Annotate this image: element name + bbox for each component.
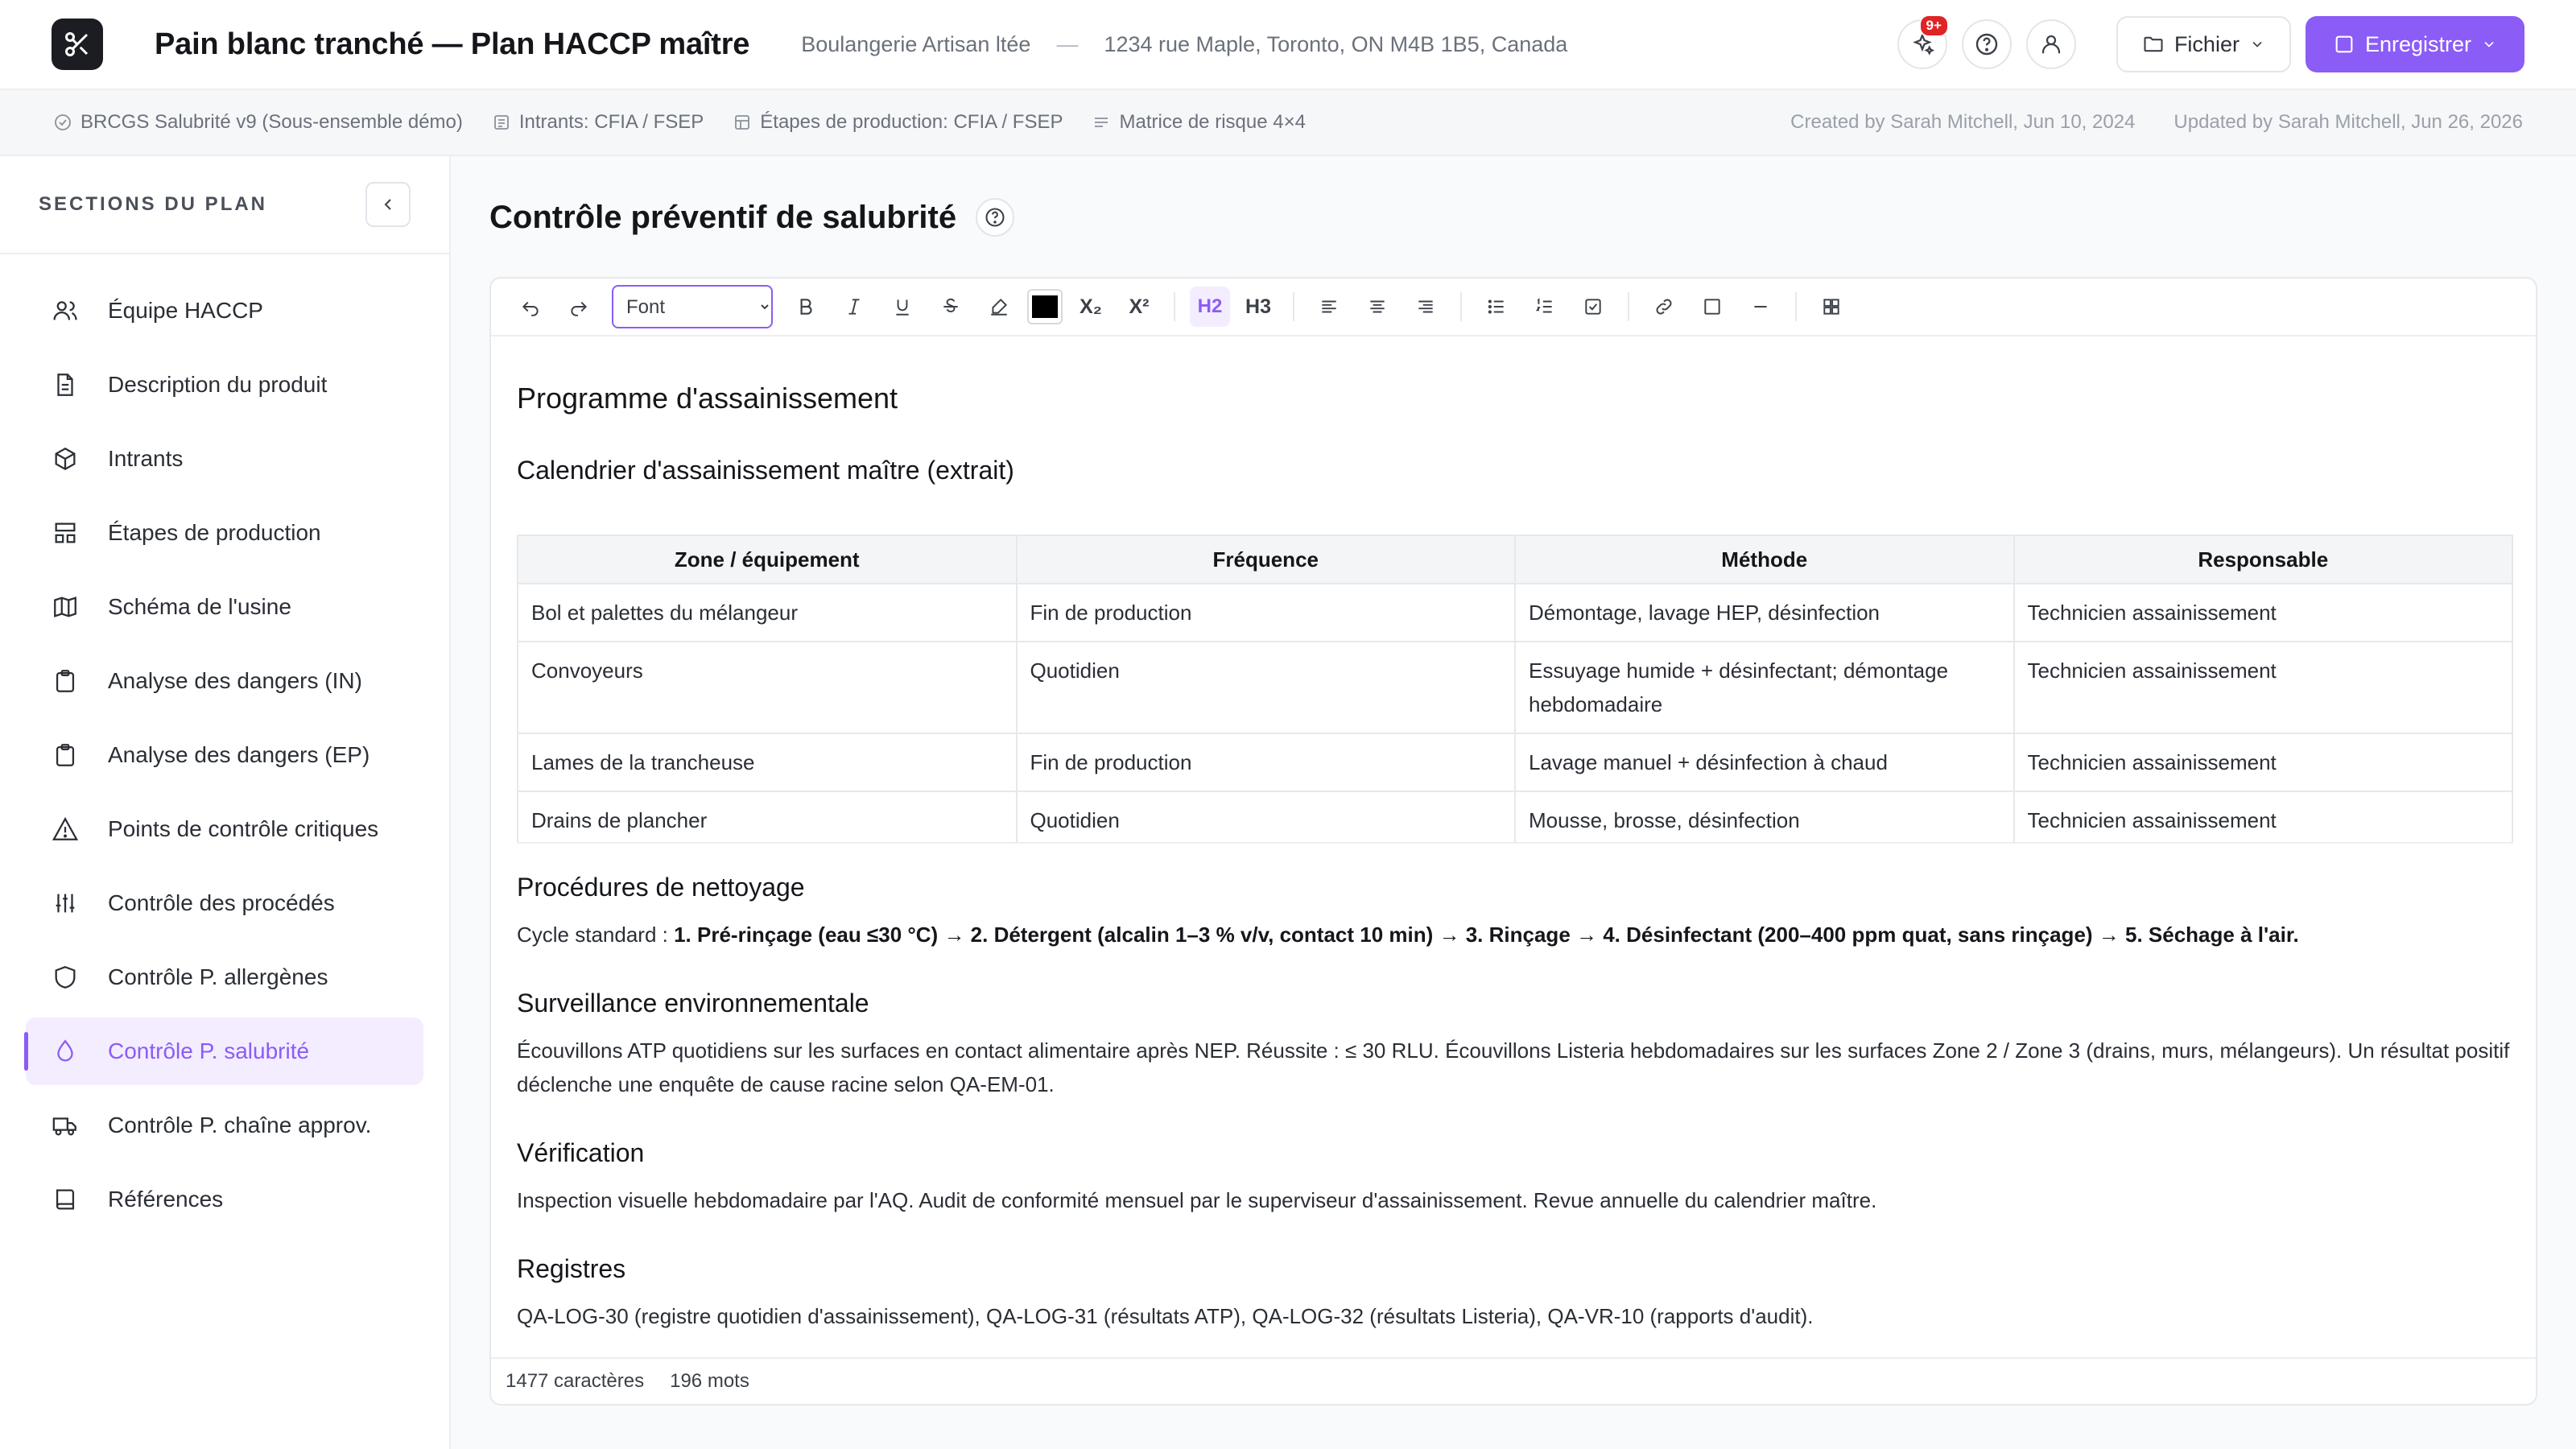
section-help-button[interactable] [976, 198, 1014, 237]
table-header-cell: Zone / équipement [518, 535, 1017, 584]
sidebar-item-label: Analyse des dangers (EP) [108, 742, 370, 767]
save-button[interactable] [2306, 16, 2524, 72]
toolbar-divider [1795, 292, 1797, 321]
doc-heading-verification: Vérification [517, 1138, 645, 1167]
sidebar-nav [0, 254, 449, 1233]
underline-button[interactable] [882, 287, 923, 327]
table-header-cell: Méthode [1515, 535, 2014, 584]
records-text: QA-LOG-30 (registre quotidien d'assainissement), QA-LOG-31 (résultats ATP), QA-LOG-32 (résultats Listeria), QA-VR-10 (rapports d'audit). [517, 1304, 1814, 1328]
strikethrough-button[interactable] [931, 287, 971, 327]
align-right-icon [1415, 296, 1436, 317]
table-row [518, 733, 2512, 791]
redo-icon [568, 296, 589, 317]
toolbar-divider [1293, 292, 1294, 321]
shield-icon [50, 962, 80, 993]
warning-icon [50, 814, 80, 844]
horizontal-rule-button[interactable] [1740, 287, 1781, 327]
table-cell: Mousse, brosse, désinfection [1515, 791, 2014, 844]
help-button[interactable] [1962, 19, 2012, 69]
standard-chip [53, 111, 463, 134]
table-cell: Technicien assainissement [2014, 642, 2513, 733]
plan-sections-sidebar [0, 156, 451, 1449]
doc-heading-env-monitoring: Surveillance environnementale [517, 989, 869, 1018]
h3-label: H3 [1245, 295, 1271, 318]
link-icon [1653, 296, 1674, 317]
color-fill [1032, 295, 1058, 318]
chevron-down-icon [2481, 36, 2497, 52]
env-monitoring-text: Écouvillons ATP quotidiens sur les surfaces en contact alimentaire après NEP. Réussite : ≤ 30 RLU. Écouvillons Listeria hebdomadaires sur les surfaces Zone 2 / Zone 3 (drains, murs, mélangeurs). Un résultat positif déclenche une enquête de cause racine selon QA-EM-01. [517, 1038, 2510, 1096]
sidebar-item-label: Équipe HACCP [108, 298, 263, 323]
grid-icon [1821, 296, 1842, 317]
matrix-label: Matrice de risque 4×4 [1119, 111, 1306, 133]
editor-toolbar [491, 279, 2536, 336]
sidebar-header [0, 156, 449, 254]
organization-address: 1234 rue Maple, Toronto, ON M4B 1B5, Canada [1104, 31, 1568, 56]
superscript-label: X² [1129, 295, 1150, 318]
superscript-button[interactable] [1119, 287, 1159, 327]
sidebar-item-critical-control-points[interactable] [26, 795, 423, 863]
sidebar-item-label: Intrants [108, 446, 184, 471]
doc-heading-records: Registres [517, 1254, 626, 1283]
toolbar-divider [1174, 292, 1175, 321]
align-left-button[interactable] [1309, 287, 1349, 327]
sidebar-item-label: Contrôle des procédés [108, 890, 335, 915]
plan-meta-bar [0, 90, 2576, 156]
heading3-button[interactable] [1238, 287, 1278, 327]
app-header [0, 0, 2576, 90]
underline-icon [892, 296, 913, 317]
sidebar-item-haccp-team[interactable] [26, 277, 423, 345]
sidebar-item-production-steps[interactable] [26, 499, 423, 567]
table-cell: Démontage, lavage HEP, désinfection [1515, 584, 2014, 642]
cleaning-procedure-text [517, 918, 2510, 952]
save-label: Enregistrer [2364, 31, 2471, 56]
logo-icon [63, 30, 92, 59]
italic-button[interactable] [834, 287, 874, 327]
sidebar-item-label: Schéma de l'usine [108, 594, 291, 619]
book-icon [50, 1184, 80, 1215]
table-cell: Fin de production [1017, 733, 1516, 791]
map-icon [50, 592, 80, 622]
inputs-chip [492, 111, 704, 134]
toolbar-divider [1460, 292, 1462, 321]
table-header-row [518, 535, 2512, 584]
sidebar-item-supply-chain-control[interactable] [26, 1092, 423, 1159]
created-info: Created by Sarah Mitchell, Jun 10, 2024 [1790, 111, 2136, 133]
sidebar-item-label: Références [108, 1187, 224, 1212]
sidebar-item-plant-schema[interactable] [26, 573, 423, 641]
clipboard-icon [50, 666, 80, 696]
list-icon [492, 113, 511, 132]
sidebar-item-hazard-analysis-ep[interactable] [26, 721, 423, 789]
file-menu-label: Fichier [2174, 31, 2240, 56]
table-cell: Technicien assainissement [2014, 791, 2513, 844]
doc-heading-schedule: Calendrier d'assainissement maître (extrait) [517, 456, 1014, 485]
audit-info [1790, 111, 2523, 134]
grid-icon [733, 113, 752, 132]
steps-icon [50, 518, 80, 548]
table-header-cell: Fréquence [1017, 535, 1516, 584]
users-icon [50, 295, 80, 326]
checkbox-icon [1583, 296, 1604, 317]
truck-icon [50, 1110, 80, 1141]
subscript-label: X₂ [1080, 295, 1102, 318]
character-count: 1477 caractères [506, 1370, 645, 1392]
steps-chip [733, 111, 1063, 134]
sidebar-item-hazard-analysis-in[interactable] [26, 647, 423, 715]
sidebar-item-allergen-control[interactable] [26, 943, 423, 1011]
collapse-sidebar-button[interactable] [365, 182, 411, 227]
text-color-swatch[interactable] [1027, 289, 1063, 324]
sidebar-item-inputs[interactable] [26, 425, 423, 493]
table-cell: Fin de production [1017, 584, 1516, 642]
header-separator: — [1056, 31, 1079, 56]
help-circle-icon [1974, 31, 2000, 57]
cleaning-prefix: Cycle standard : [517, 923, 675, 947]
frame-button[interactable] [1692, 287, 1732, 327]
table-cell: Quotidien [1017, 642, 1516, 733]
inputs-label: Intrants: CFIA / FSEP [518, 111, 704, 133]
bullet-list-button[interactable] [1476, 287, 1517, 327]
updated-info: Updated by Sarah Mitchell, Jun 26, 2026 [2174, 111, 2523, 133]
table-cell: Drains de plancher [518, 791, 1017, 844]
clipboard-icon [50, 740, 80, 770]
highlighter-icon [989, 296, 1009, 317]
checklist-button[interactable] [1573, 287, 1613, 327]
table-cell: Lames de la trancheuse [518, 733, 1017, 791]
strikethrough-icon [940, 296, 961, 317]
editor-content[interactable] [517, 336, 2510, 1335]
table-row [518, 642, 2512, 733]
box-icon [50, 444, 80, 474]
table-row [518, 584, 2512, 642]
doc-heading-cleaning: Procédures de nettoyage [517, 873, 805, 902]
sidebar-item-product-description[interactable] [26, 351, 423, 419]
sidebar-item-sanitation-control[interactable] [26, 1018, 423, 1085]
heading2-button[interactable] [1190, 287, 1230, 327]
page-title-text: Contrôle préventif de salubrité [489, 199, 957, 235]
folder-icon [2142, 33, 2165, 56]
h2-label: H2 [1197, 295, 1223, 317]
standard-label: BRCGS Salubrité v9 (Sous-ensemble démo) [80, 111, 463, 133]
save-icon [2333, 33, 2355, 56]
link-button[interactable] [1644, 287, 1684, 327]
bold-icon [795, 296, 816, 317]
organization-name: Boulangerie Artisan ltée [801, 31, 1031, 56]
matrix-chip [1092, 111, 1305, 134]
table-cell: Quotidien [1017, 791, 1516, 844]
align-center-icon [1367, 296, 1388, 317]
steps-label: Étapes de production: CFIA / FSEP [760, 111, 1063, 133]
table-cell: Technicien assainissement [2014, 584, 2513, 642]
verification-text: Inspection visuelle hebdomadaire par l'AQ. Audit de conformité mensuel par le superviseur d'assainissement. Revue annuelle du calendrier maître. [517, 1188, 1877, 1212]
user-icon [2039, 32, 2063, 56]
redo-button[interactable] [559, 287, 599, 327]
square-icon [1702, 296, 1723, 317]
minus-icon [1750, 296, 1771, 317]
sanitation-schedule-table [517, 535, 2513, 844]
sidebar-item-label: Contrôle P. salubrité [108, 1038, 310, 1063]
sliders-icon [50, 888, 80, 919]
droplet-icon [50, 1036, 80, 1067]
page-title [489, 198, 1014, 237]
table-cell: Bol et palettes du mélangeur [518, 584, 1017, 642]
highlight-button[interactable] [979, 287, 1019, 327]
table-cell: Convoyeurs [518, 642, 1017, 733]
sidebar-item-label: Contrôle P. allergènes [108, 964, 328, 989]
help-circle-icon [984, 206, 1006, 229]
sidebar-item-references[interactable] [26, 1166, 423, 1233]
italic-icon [844, 296, 865, 317]
notification-badge: 9+ [1919, 14, 1949, 37]
sidebar-item-label: Contrôle P. chaîne approv. [108, 1113, 372, 1137]
sidebar-item-label: Description du produit [108, 372, 328, 397]
table-header-cell: Responsable [2014, 535, 2513, 584]
chevron-down-icon [2249, 36, 2265, 52]
document-icon [50, 369, 80, 400]
file-menu-button[interactable] [2116, 16, 2291, 72]
editor-status-bar [491, 1357, 2536, 1404]
check-circle-icon [53, 113, 72, 132]
numbered-list-button[interactable] [1525, 287, 1565, 327]
table-row [518, 791, 2512, 844]
table-cell: Lavage manuel + désinfection à chaud [1515, 733, 2014, 791]
sidebar-item-label: Points de contrôle critiques [108, 816, 379, 841]
doc-heading-sanitation-program: Programme d'assainissement [517, 382, 898, 415]
chevron-left-icon [378, 195, 398, 214]
sidebar-item-label: Analyse des dangers (IN) [108, 668, 362, 693]
table-cell: Essuyage humide + désinfectant; démontage hebdomadaire [1515, 642, 2014, 733]
sidebar-item-process-control[interactable] [26, 869, 423, 937]
insert-table-button[interactable] [1811, 287, 1852, 327]
align-center-button[interactable] [1357, 287, 1397, 327]
undo-button[interactable] [510, 287, 551, 327]
subscript-button[interactable] [1071, 287, 1111, 327]
word-count: 196 mots [670, 1370, 749, 1392]
cleaning-steps: 1. Pré-rinçage (eau ≤30 °C) → 2. Détergent (alcalin 1–3 % v/v, contact 10 min) → 3. Rinçage → 4. Désinfectant (200–400 ppm quat, sans rinçage) → 5. Séchage à l'air. [674, 923, 2299, 947]
sidebar-title: SECTIONS DU PLAN [39, 193, 268, 215]
sidebar-item-label: Étapes de production [108, 520, 321, 545]
bullet-list-icon [1486, 296, 1507, 317]
align-left-icon [1319, 296, 1340, 317]
lines-icon [1092, 113, 1111, 132]
undo-icon [520, 296, 541, 317]
font-select[interactable] [612, 285, 773, 328]
user-button[interactable] [2026, 19, 2076, 69]
main-content [451, 156, 2576, 1449]
align-right-button[interactable] [1406, 287, 1446, 327]
toolbar-divider [1628, 292, 1629, 321]
rich-text-editor [489, 277, 2537, 1406]
numbered-list-icon [1534, 296, 1555, 317]
header-actions [1897, 16, 2524, 72]
table-cell: Technicien assainissement [2014, 733, 2513, 791]
app-logo[interactable] [52, 19, 103, 70]
document-title: Pain blanc tranché — Plan HACCP maître [155, 27, 750, 61]
bold-button[interactable] [786, 287, 826, 327]
ai-assist-button[interactable] [1897, 19, 1947, 69]
